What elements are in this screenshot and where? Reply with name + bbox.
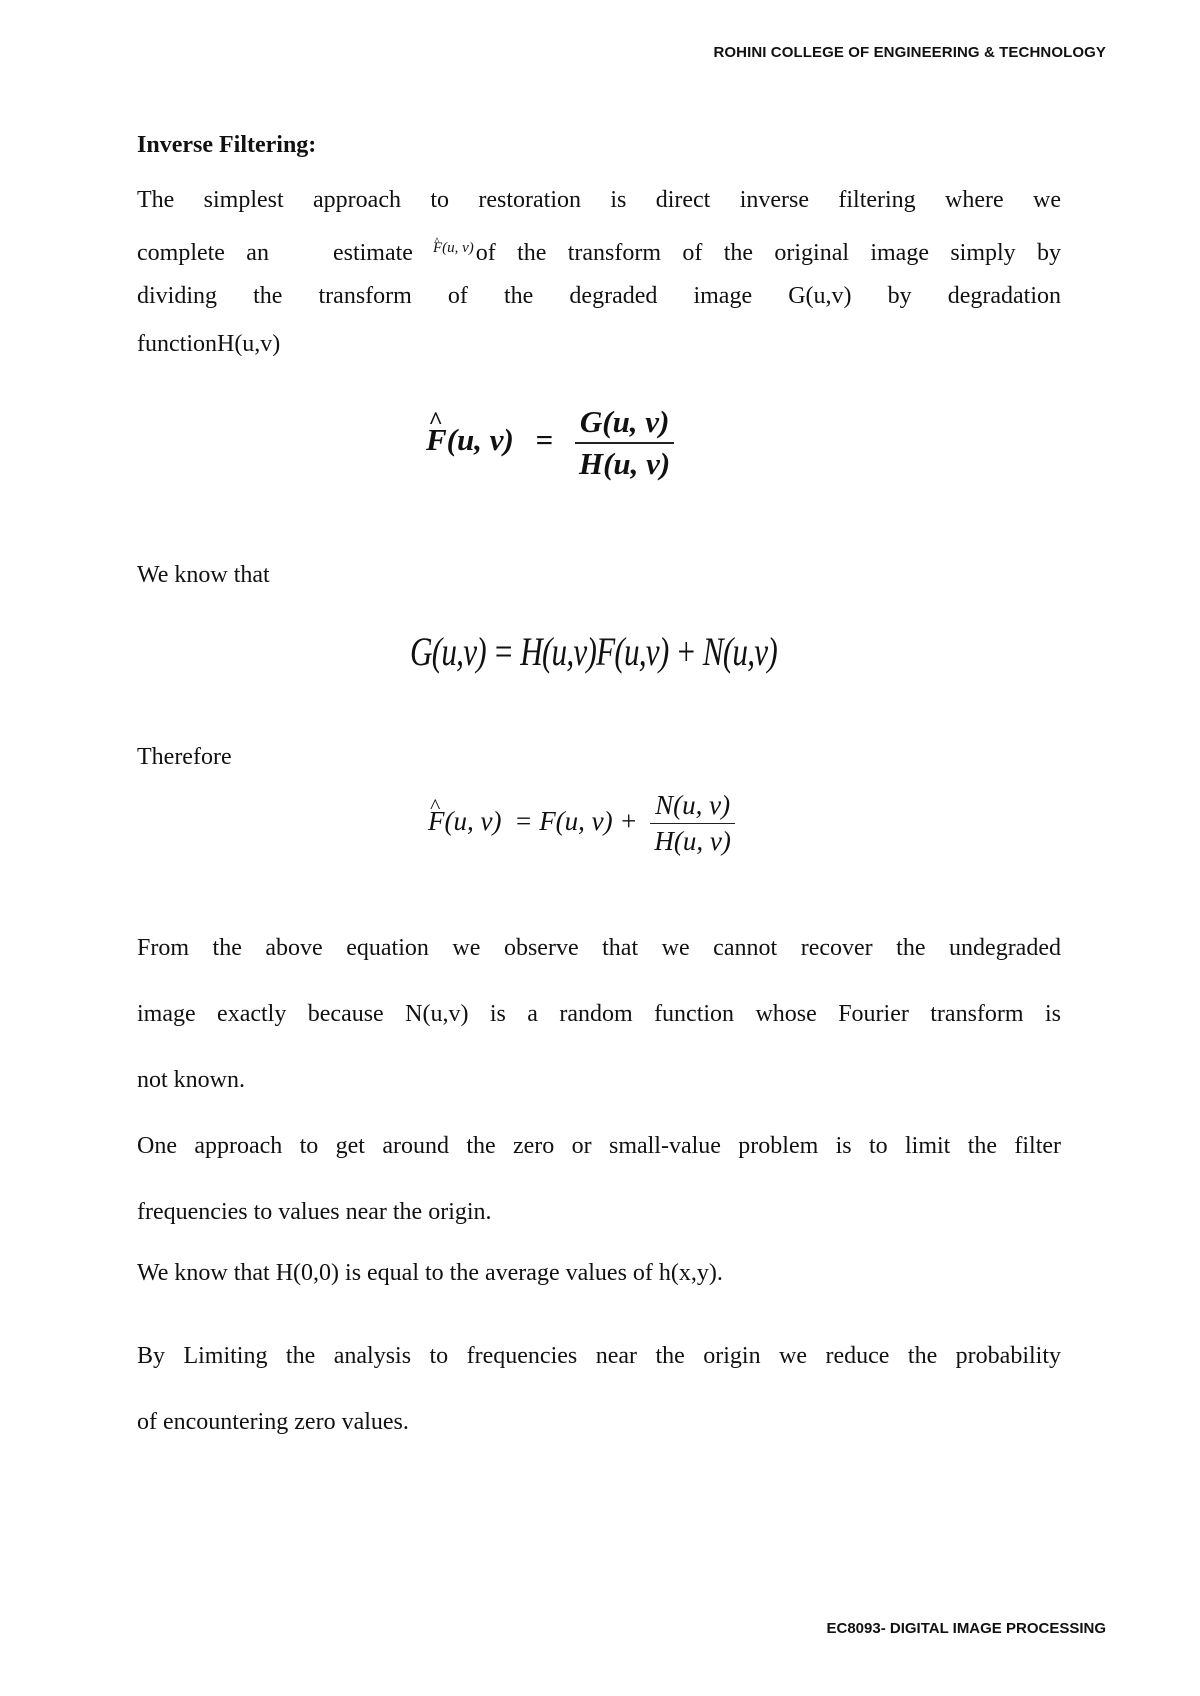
intro-line-3: dividing the transform of the degraded image G(u,v) by degradation	[137, 283, 1061, 309]
eq1-lhs: ^ F(u, v)	[426, 422, 514, 458]
eq1-fraction	[575, 404, 674, 481]
limiting-line-2: of encountering zero values.	[137, 1409, 409, 1435]
eq1-denominator: H(u, v)	[579, 445, 671, 481]
eq3-fraction-bar	[650, 823, 734, 824]
intro-paragraph	[137, 176, 1061, 368]
h00-statement: We know that H(0,0) is equal to the average values of h(x,y).	[137, 1260, 723, 1286]
approach-paragraph	[137, 1122, 1061, 1254]
intro-line-2-end: of the transform of the original image simply by	[475, 240, 1061, 266]
eq3-denominator: H(u, v)	[654, 826, 731, 857]
observation-line-1: From the above equation we observe that we cannot recover the undegraded	[137, 935, 1061, 961]
page-header: ROHINI COLLEGE OF ENGINEERING & TECHNOLOGY	[713, 44, 1106, 61]
inline-estimate-symbol: ^ $^{F(u, v)}$	[433, 240, 474, 256]
eq1-numerator: G(u, v)	[579, 404, 670, 439]
approach-line-1: One approach to get around the zero or small-value problem is to limit the filter	[137, 1133, 1061, 1159]
section-heading: Inverse Filtering:	[137, 132, 317, 158]
observation-paragraph	[137, 924, 1061, 1122]
intro-line-1: The simplest approach to restoration is direct inverse filtering where we	[137, 187, 1061, 213]
therefore-text: Therefore	[137, 744, 232, 770]
equation-degradation-model: G(u,v) = H(u,v)F(u,v) + N(u,v)	[410, 629, 777, 674]
intro-line-2-start: complete an estimate	[137, 240, 413, 266]
intro-line-2	[137, 224, 1061, 272]
limiting-line-1: By Limiting the analysis to frequencies near the origin we reduce the probability	[137, 1343, 1061, 1369]
eq3-lhs: ^ F(u, v)	[428, 806, 501, 837]
limiting-paragraph	[137, 1332, 1061, 1464]
eq3-middle: = F(u, v) +	[514, 805, 638, 836]
observation-line-2: image exactly because N(u,v) is a random function whose Fourier transform is	[137, 1001, 1061, 1027]
equation-estimate-with-noise	[428, 790, 735, 857]
equation-inverse-filter	[426, 404, 674, 481]
we-know-that-text: We know that	[137, 562, 270, 588]
eq1-equals: =	[535, 421, 554, 457]
observation-line-3: not known.	[137, 1067, 245, 1093]
eq1-fraction-bar	[575, 442, 674, 444]
page-footer: EC8093- DIGITAL IMAGE PROCESSING	[826, 1620, 1106, 1637]
approach-line-2: frequencies to values near the origin.	[137, 1199, 492, 1225]
intro-line-4: functionH(u,v)	[137, 331, 281, 357]
eq3-numerator: N(u, v)	[655, 790, 731, 820]
eq3-fraction	[650, 790, 734, 857]
